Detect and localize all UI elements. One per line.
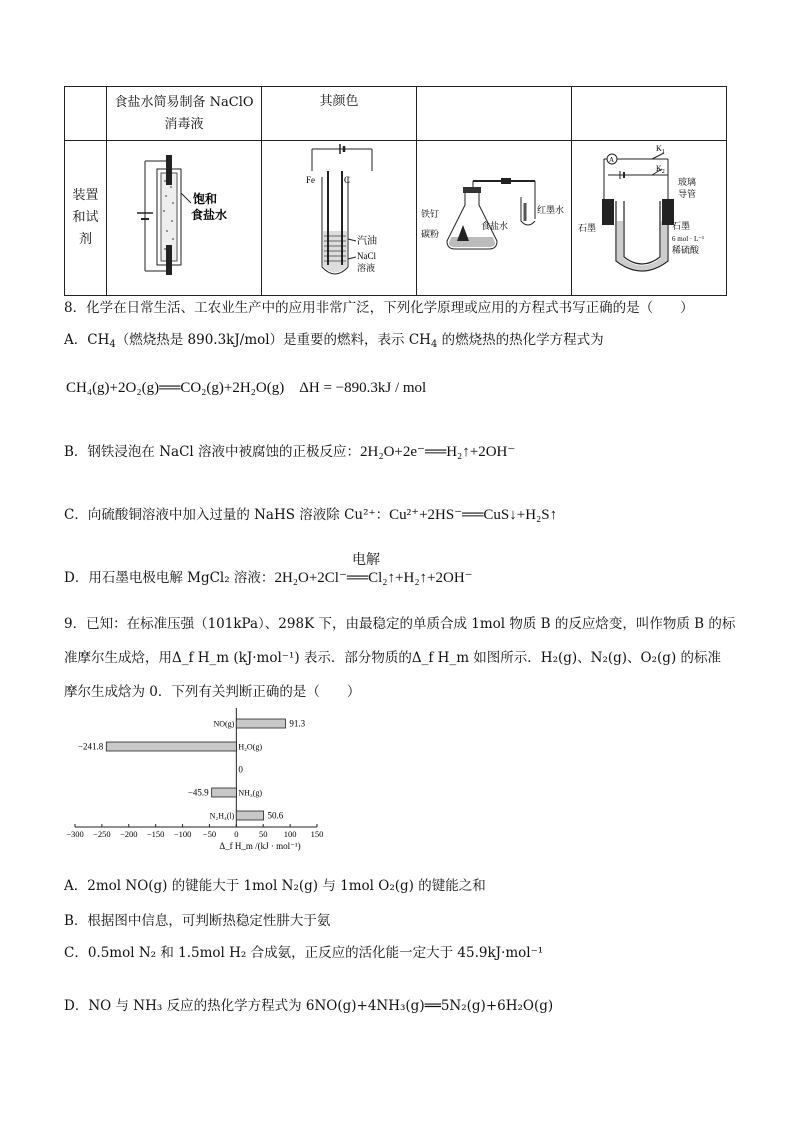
option-equation: 2H₂O+2Cl⁻══Cl₂↑+H₂↑+2OH⁻	[274, 570, 473, 586]
table-cell	[262, 141, 417, 296]
table-cell: 其颜色	[262, 87, 417, 141]
chart-bar	[106, 742, 236, 751]
chart-tick-label: 150	[310, 829, 324, 839]
chart-value-label: 0	[238, 764, 243, 775]
q8-option-d	[64, 566, 473, 587]
table-cell	[417, 141, 572, 296]
question-9-stem-line1: 9．已知：在标准压强（101kPa）、298K 下，由最稳定的单质合成 1mol 物质 B 的反应焓变，叫作物质 B 的标	[64, 616, 736, 632]
q8-option-c	[64, 503, 557, 524]
option-text: （燃烧热是 890.3kJ/mol）是重要的燃料，表示 CH	[115, 332, 431, 348]
q9-option-b: B．根据图中信息，可判断热稳定性肼大于氨	[64, 913, 331, 929]
chart-value-label: 91.3	[289, 718, 306, 729]
table-cell	[107, 141, 262, 296]
figure-label: 碳粉	[421, 229, 440, 239]
figure-label: 石墨	[578, 223, 597, 233]
q8-option-a: A．$CH_4$（燃烧热是 890.3kJ/mol）是重要的燃料，表示 $CH_4$ 的燃烧热的热化学方程式为	[64, 332, 604, 350]
apparatus-table	[64, 86, 727, 296]
table-cell	[65, 87, 107, 141]
electrolysis-condition: 电解	[352, 552, 380, 568]
chart-tick-label: −200	[120, 829, 138, 839]
figure-label: 食盐水	[191, 208, 228, 222]
chart-category-label: H₂O(g)	[238, 742, 263, 752]
chart-category-label: N₂H₄(l)	[209, 811, 235, 821]
chart-tick-label: −150	[146, 829, 165, 839]
chart-bar	[212, 788, 237, 797]
chart-tick-label: 50	[258, 829, 268, 839]
option-text: A．CH	[64, 332, 110, 348]
chart-tick-label: −300	[66, 829, 84, 839]
option-text: D．用石墨电极电解 MgCl₂ 溶液：	[64, 570, 275, 586]
table-cell	[572, 87, 727, 141]
figure-label: 溶液	[357, 263, 376, 273]
figure-label: 食盐水	[481, 221, 509, 231]
figure-label: 6 mol · L⁻¹	[672, 235, 705, 243]
q9-option-a: A．2mol NO(g) 的键能大于 1mol N₂(g) 与 1mol O₂(g) 的键能之和	[64, 878, 486, 894]
chart-bar	[236, 719, 285, 728]
figure-label: C	[344, 175, 351, 185]
chart-value-label: 50.6	[267, 810, 284, 821]
question-9-stem-line3: 摩尔生成焓为 0．下列有关判断正确的是（ ）	[64, 684, 361, 700]
q8-option-b	[64, 440, 515, 461]
enthalpy-bar-chart	[60, 706, 360, 856]
switch-label: $K_1$	[656, 144, 665, 155]
figure-label: 导管	[678, 189, 697, 199]
switch-label: $K_2$	[656, 164, 665, 175]
chart-category-label: NH₃(g)	[238, 788, 263, 798]
figure-label: NaCl	[357, 251, 376, 261]
figure-label: 稀硫酸	[672, 245, 700, 255]
chart-value-label: −45.9	[187, 787, 209, 798]
figure-label: 红墨水	[537, 205, 565, 215]
chart-tick-label: −50	[202, 829, 217, 839]
question-8-stem: 8．化学在日常生活、工农业生产中的应用非常广泛，下列化学原理或应用的方程式书写正确的是（ ）	[64, 300, 694, 316]
table-cell	[65, 141, 107, 296]
corrosion-flask-figure	[417, 141, 571, 287]
table-text: 和试	[72, 210, 99, 225]
figure-label: 饱和	[193, 192, 218, 206]
figure-label: 玻璃	[678, 177, 697, 187]
table-text: 食盐水简易制备 NaClO	[114, 94, 254, 110]
ammeter-label: A	[609, 156, 615, 164]
chart-tick-label: 0	[234, 829, 239, 839]
chart-tick-label: 100	[283, 829, 297, 839]
chart-bar	[236, 811, 263, 820]
chart-value-label: −241.8	[77, 741, 104, 752]
figure-label: Fe	[306, 175, 315, 185]
table-text: 剂	[78, 232, 92, 247]
table-cell	[107, 87, 262, 141]
chart-category-label: NO(g)	[213, 719, 235, 729]
option-equation: Cu²⁺+2HS⁻══CuS↓+H₂S↑	[389, 507, 558, 523]
table-cell	[572, 141, 727, 296]
table-cell	[417, 87, 572, 141]
table-text: 装置	[72, 188, 99, 203]
option-text: B．钢铁浸泡在 NaCl 溶液中被腐蚀的正极反应：	[64, 444, 361, 460]
table-text: 消毒液	[164, 116, 204, 132]
chart-tick-label: −100	[173, 829, 192, 839]
chart-tick-label: −250	[93, 829, 111, 839]
q8-option-a-equation: CH₄(g)+2O₂(g)══CO₂(g)+2H₂O(g) ΔH = −890.3kJ / mol	[66, 380, 427, 396]
figure-label: 石墨	[672, 221, 691, 231]
option-equation: 2H₂O+2e⁻══H₂↑+2OH⁻	[360, 444, 516, 460]
question-9-stem-line2: 准摩尔生成焓，用Δ_f H_m (kJ·mol⁻¹) 表示．部分物质的Δ_f H_m 如图所示．H₂(g)、N₂(g)、O₂(g) 的标准	[64, 650, 722, 666]
option-text: C．向硫酸铜溶液中加入过量的 NaHS 溶液除 Cu²⁺：	[64, 507, 390, 523]
u-tube-cell-figure	[572, 141, 726, 287]
figure-label: 汽油	[357, 236, 377, 247]
q9-option-d: D．NO 与 NH₃ 反应的热化学方程式为 6NO(g)+4NH₃(g)══5N₂(g)+6H₂O(g)	[64, 998, 554, 1014]
chart-x-axis-label: Δ_f H_m /(kJ · mol⁻¹)	[219, 841, 301, 851]
electrolysis-tube-figure	[262, 141, 416, 287]
option-text: 的燃烧热的热化学方程式为	[437, 332, 604, 348]
electrolysis-apparatus-figure	[107, 141, 261, 287]
q9-option-c: C．0.5mol N₂ 和 1.5mol H₂ 合成氨，正反应的活化能一定大于 45.9kJ·mol⁻¹	[64, 945, 544, 961]
figure-label: 铁钉	[421, 209, 440, 219]
